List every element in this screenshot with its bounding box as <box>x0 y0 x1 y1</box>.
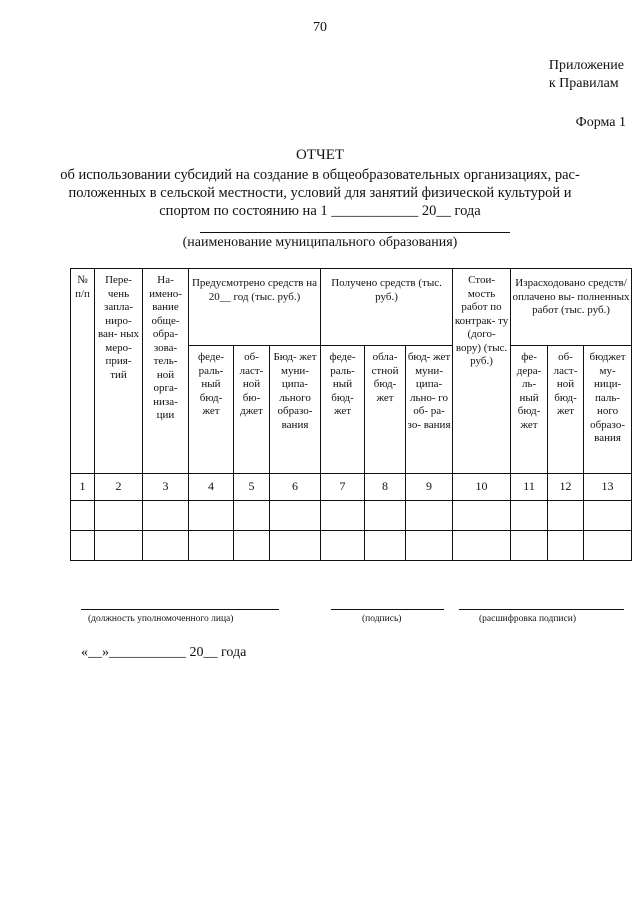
table-cell[interactable] <box>321 501 365 531</box>
column-number: 9 <box>406 474 453 501</box>
report-subtitle <box>40 166 600 220</box>
report-title: ОТЧЕТ <box>295 147 345 163</box>
header-planned: Предусмотрено средств на 20__ год (тыс. руб.) <box>189 269 321 346</box>
table-cell[interactable] <box>406 531 453 561</box>
report-table <box>70 268 632 561</box>
position-label: (должность уполномоченного лица) <box>88 614 234 624</box>
header-spent-regional: об- ласт- ной бюд- жет <box>548 346 584 474</box>
header-spent-municipal: бюджет му- ници- паль- ного образо- вания <box>584 346 632 474</box>
column-number: 12 <box>548 474 584 501</box>
table-cell[interactable] <box>584 531 632 561</box>
municipality-label: (наименование муниципального образования) <box>182 235 458 250</box>
header-planned-regional: об- ласт- ной бю- джет <box>234 346 270 474</box>
column-number: 6 <box>270 474 321 501</box>
appendix-note <box>549 57 624 93</box>
column-number: 5 <box>234 474 270 501</box>
column-number: 7 <box>321 474 365 501</box>
table-cell[interactable] <box>365 501 406 531</box>
table-cell[interactable] <box>548 531 584 561</box>
header-planned-municipal: Бюд- жет муни- ципа- льного образо- вания <box>270 346 321 474</box>
header-received-federal: феде- раль- ный бюд- жет <box>321 346 365 474</box>
header-spent: Израсходовано средств/оплачено вы- полненных работ (тыс. руб.) <box>511 269 632 346</box>
header-received-regional: обла- стной бюд- жет <box>365 346 406 474</box>
column-number: 10 <box>453 474 511 501</box>
table-cell[interactable] <box>321 531 365 561</box>
table-cell[interactable] <box>95 501 143 531</box>
table-cell[interactable] <box>453 531 511 561</box>
date-line[interactable]: «__»___________ 20__ года <box>81 645 247 660</box>
table-cell[interactable] <box>406 501 453 531</box>
subtitle-line-2: положенных в сельской местности, условий для занятий физической культурой и <box>68 185 572 201</box>
table-cell[interactable] <box>143 531 189 561</box>
subtitle-line-1: об использовании субсидий на создание в общеобразовательных организациях, рас- <box>60 167 580 183</box>
table-cell[interactable] <box>365 531 406 561</box>
header-contract-cost: Стои- мость работ по контрак- ту (дого- вору) (тыс. руб.) <box>453 269 511 474</box>
decoding-label: (расшифровка подписи) <box>479 614 576 624</box>
table-cell[interactable] <box>189 531 234 561</box>
column-number: 4 <box>189 474 234 501</box>
column-number: 2 <box>95 474 143 501</box>
table-cell[interactable] <box>584 501 632 531</box>
municipality-blank-line[interactable] <box>200 232 510 233</box>
position-signature-line[interactable] <box>81 609 279 610</box>
header-no: № п/п <box>71 269 95 474</box>
signature-label: (подпись) <box>362 614 402 624</box>
page-number: 70 <box>313 20 327 35</box>
header-row-top <box>71 269 632 346</box>
appendix-line-1: Приложение <box>548 58 624 73</box>
table-cell[interactable] <box>71 501 95 531</box>
subtitle-line-3: спортом по состоянию на 1 ____________ 20__ года <box>159 203 481 219</box>
header-org-name: На- имено- вание обще- обра- зова- тель- ной орга- низа- ции <box>143 269 189 474</box>
header-spent-federal: фе- дера- ль- ный бюд- жет <box>511 346 548 474</box>
table-cell[interactable] <box>71 531 95 561</box>
table-cell[interactable] <box>270 531 321 561</box>
table-row <box>71 501 632 531</box>
appendix-line-2: к Правилам <box>548 76 619 91</box>
column-number: 3 <box>143 474 189 501</box>
table-cell[interactable] <box>548 501 584 531</box>
decoding-signature-line[interactable] <box>459 609 624 610</box>
table-cell[interactable] <box>234 501 270 531</box>
signature-line[interactable] <box>331 609 444 610</box>
column-number-row <box>71 474 632 501</box>
header-events: Пере- чень запла- ниро- ван- ных меро- прия- тий <box>95 269 143 474</box>
column-number: 13 <box>584 474 632 501</box>
table-cell[interactable] <box>511 501 548 531</box>
table-cell[interactable] <box>234 531 270 561</box>
table-cell[interactable] <box>511 531 548 561</box>
column-number: 8 <box>365 474 406 501</box>
table-cell[interactable] <box>143 501 189 531</box>
table-cell[interactable] <box>189 501 234 531</box>
column-number: 11 <box>511 474 548 501</box>
table-row <box>71 531 632 561</box>
form-label: Форма 1 <box>575 115 626 130</box>
table-cell[interactable] <box>453 501 511 531</box>
header-received: Получено средств (тыс. руб.) <box>321 269 453 346</box>
header-planned-federal: феде- раль- ный бюд- жет <box>189 346 234 474</box>
table-cell[interactable] <box>270 501 321 531</box>
table-cell[interactable] <box>95 531 143 561</box>
column-number: 1 <box>71 474 95 501</box>
header-received-municipal: бюд- жет муни- ципа- льно- го об- ра-зо- вания <box>406 346 453 474</box>
